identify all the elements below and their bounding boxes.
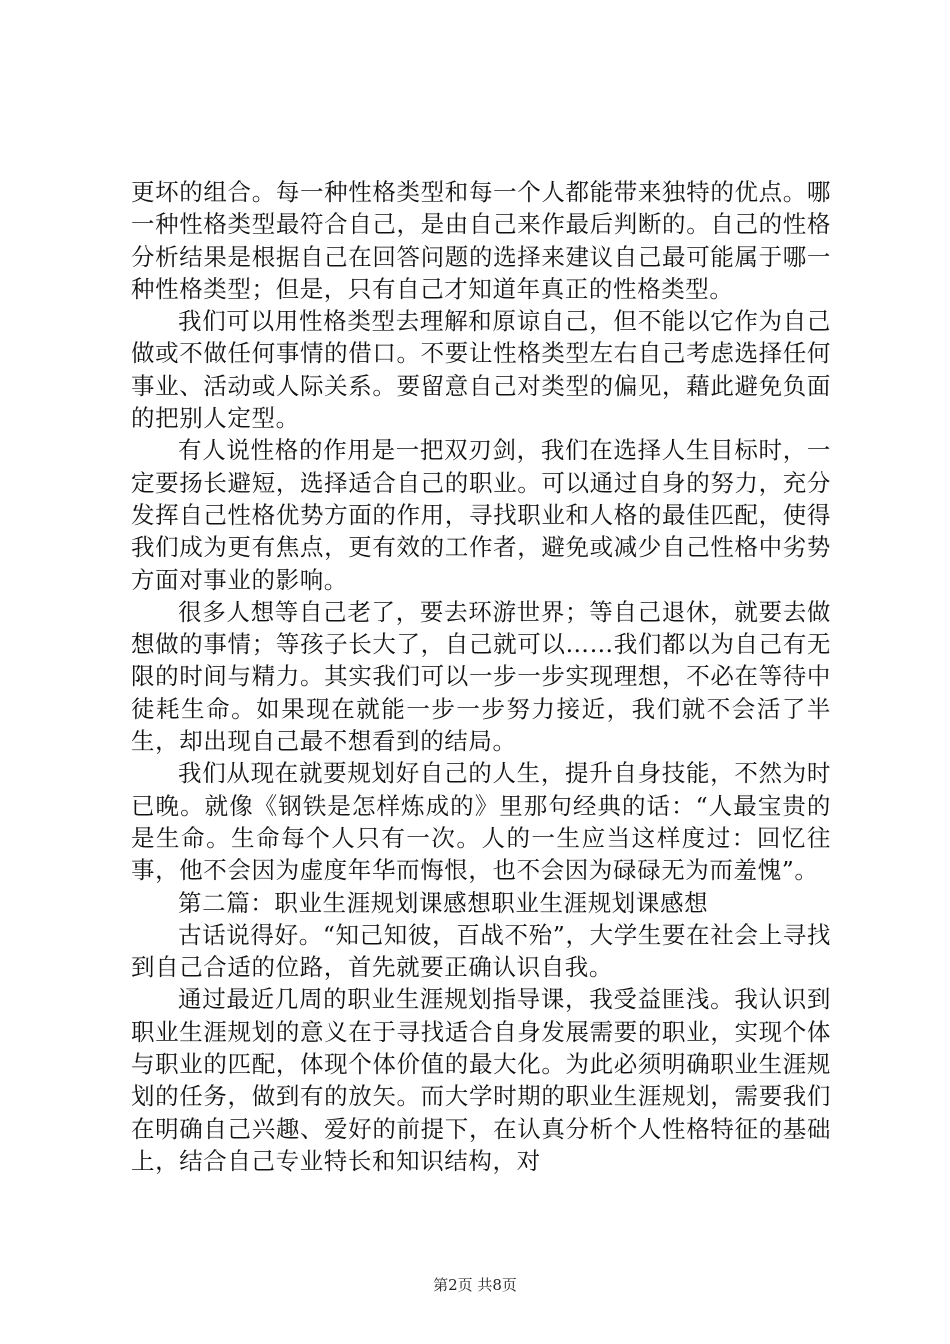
paragraph: 古话说得好。“知己知彼，百战不殆”，大学生要在社会上寻找到自己合适的位路，首先就要正确认识自我。 <box>131 920 831 982</box>
paragraph: 很多人想等自己老了，要去环游世界；等自己退休，就要去做想做的事情；等孩子长大了，自己就可以……我们都以为自己有无限的时间与精力。其实我们可以一步一步实现理想，不必在等待中徒耗生命。如果现在就能一步一步努力接近，我们就不会活了半生，却出现自己最不想看到的结局。 <box>131 597 831 756</box>
paragraph: 我们可以用性格类型去理解和原谅自己，但不能以它作为自己做或不做任何事情的借口。不要让性格类型左右自己考虑选择任何事业、活动或人际关系。要留意自己对类型的偏见，藉此避免负面的把别人定型。 <box>131 307 831 433</box>
document-body <box>131 176 831 1177</box>
paragraph-continued: 更坏的组合。每一种性格类型和每一个人都能带来独特的优点。哪一种性格类型最符合自己，是由自己来作最后判断的。自己的性格分析结果是根据自己在回答问题的选择来建议自己最可能属于哪一种性格类型；但是，只有自己才知道年真正的性格类型。 <box>131 178 831 303</box>
paragraph: 通过最近几周的职业生涯规划指导课，我受益匪浅。我认识到职业生涯规划的意义在于寻找适合自身发展需要的职业，实现个体与职业的匹配，体现个体价值的最大化。为此必须明确职业生涯规划的任务，做到有的放矢。而大学时期的职业生涯规划，需要我们在明确自己兴趣、爱好的前提下，在认真分析个人性格特征的基础上，结合自己专业特长和知识结构，对 <box>131 985 831 1175</box>
paragraph: 有人说性格的作用是一把双刃剑，我们在选择人生目标时，一定要扬长避短，选择适合自己的职业。可以通过自身的努力，充分发挥自己性格优势方面的作用，寻找职业和人格的最佳匹配，使得我们成为更有焦点，更有效的工作者，避免或减少自己性格中劣势方面对事业的影响。 <box>131 436 831 594</box>
page-footer: 第2页 共8页 <box>433 1276 517 1294</box>
paragraph: 我们从现在就要规划好自己的人生，提升自身技能，不然为时已晚。就像《钢铁是怎样炼成的》里那句经典的话：“人最宝贵的是生命。生命每个人只有一次。人的一生应当这样度过：回忆往事，他不会因为虚度年华而悔恨，也不会因为碌碌无为而羞愧”。 <box>131 759 831 885</box>
section-heading: 第二篇：职业生涯规划课感想职业生涯规划课感想 <box>178 888 709 917</box>
